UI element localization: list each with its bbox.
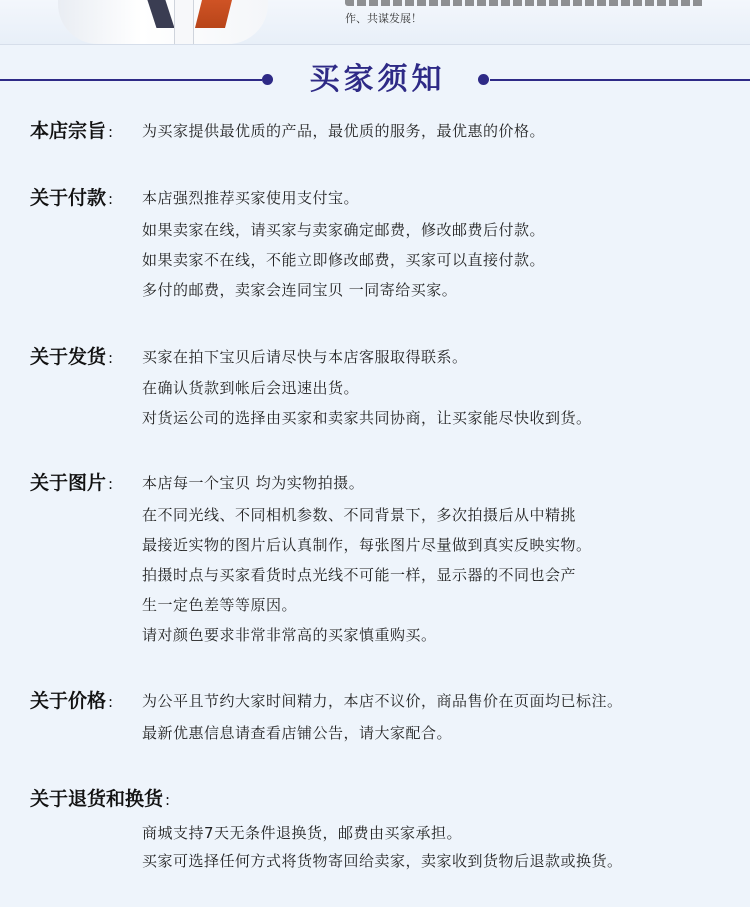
section-line: 在不同光线、不同相机参数、不同背景下，多次拍摄后从中精挑 (142, 506, 577, 524)
section-shipping (30, 342, 730, 427)
heading-colon: : (108, 475, 114, 493)
heading-colon: : (108, 349, 114, 367)
collar-left (144, 0, 175, 28)
section-line: 买家可选择任何方式将货物寄回给卖家，卖家收到货物后退款或换货。 (142, 852, 623, 870)
top-banner (0, 0, 750, 45)
section-payment (30, 183, 730, 299)
section-heading-text: 关于退货和换货 (30, 788, 164, 810)
section-heading (30, 468, 730, 495)
section-line: 如果卖家在线，请买家与卖家确定邮费，修改邮费后付款。 (142, 221, 546, 239)
section-heading-text: 关于图片 (30, 472, 107, 494)
section-line: 在确认货款到帐后会迅速出货。 (142, 379, 360, 397)
section-line: 对货运公司的选择由买家和卖家共同协商，让买家能尽快收到货。 (142, 409, 592, 427)
section-line: 最接近实物的图片后认真制作，每张图片尽量做到真实反映实物。 (142, 536, 592, 554)
section-heading (30, 784, 730, 811)
section-line: 请对颜色要求非常非常高的买家慎重购买。 (142, 626, 437, 644)
title-dot-right (478, 74, 489, 85)
section-line: 买家在拍下宝贝后请尽快与本店客服取得联系。 (142, 348, 468, 366)
section-heading-text: 关于付款 (30, 187, 107, 209)
title-dot-left (262, 74, 273, 85)
banner-text-cropped (345, 0, 705, 6)
section-line: 拍摄时点与买家看货时点光线不可能一样，显示器的不同也会产 (142, 566, 577, 584)
section-line: 为公平且节约大家时间精力，本店不议价，商品售价在页面均已标注。 (142, 692, 623, 710)
shirt-placket (174, 0, 194, 44)
banner-text: 作、共谋发展！ (345, 12, 422, 25)
section-line: 本店每一个宝贝 均为实物拍摄。 (142, 474, 365, 492)
model-photo (58, 0, 268, 44)
section-pricing (30, 686, 730, 742)
section-line: 本店强烈推荐买家使用支付宝。 (142, 189, 360, 207)
section-heading-text: 关于价格 (30, 690, 107, 712)
section-line: 商城支持7天无条件退换货，邮费由买家承担。 (142, 824, 463, 842)
section-line: 如果卖家不在线，不能立即修改邮费，买家可以直接付款。 (142, 251, 546, 269)
heading-colon: : (108, 123, 114, 141)
section-photos (30, 468, 730, 644)
title-divider-right (490, 79, 750, 81)
title-divider-left (0, 79, 262, 81)
section-heading-text: 本店宗旨 (30, 120, 107, 142)
heading-colon: : (108, 693, 114, 711)
section-line: 最新优惠信息请查看店铺公告，请大家配合。 (142, 724, 453, 742)
collar-right (195, 0, 235, 28)
section-heading (30, 183, 730, 210)
section-line: 多付的邮费，卖家会连同宝贝 一同寄给买家。 (142, 281, 458, 299)
section-line: 生一定色差等等原因。 (142, 596, 298, 614)
section-returns (30, 784, 730, 870)
title-row (0, 60, 750, 100)
section-heading-text: 关于发货 (30, 346, 107, 368)
page-title: 买家须知 (309, 62, 446, 97)
heading-colon: : (108, 190, 114, 208)
section-store-purpose (30, 116, 730, 143)
heading-colon: : (165, 791, 171, 809)
section-line: 为买家提供最优质的产品，最优质的服务，最优惠的价格。 (142, 122, 546, 140)
